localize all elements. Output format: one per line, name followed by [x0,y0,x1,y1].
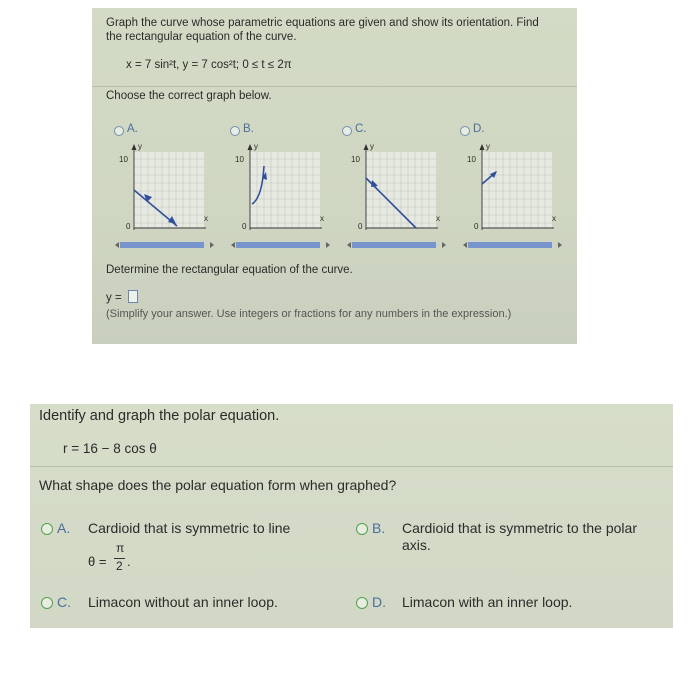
polar-equation: r = 16 − 8 cos θ [63,441,157,456]
option-c-key: C. [57,594,71,610]
option-a-key: A. [57,520,71,536]
polar-problem-panel [30,404,673,628]
option-c-label: C. [355,123,367,135]
option-a-radio[interactable] [114,126,124,136]
option-b-radio[interactable] [356,523,368,535]
option-b-radio[interactable] [230,126,240,136]
theta-denominator: 2 [116,559,123,573]
divider [30,466,673,467]
instruction-line-2: the rectangular equation of the curve. [106,31,297,43]
option-d-label: D. [473,123,485,135]
option-d-text: Limacon with an inner loop. [402,594,573,610]
theta-lhs: θ = [88,554,107,569]
rectangular-prompt: Determine the rectangular equation of the curve. [106,264,353,276]
option-d-x-label: x [552,214,556,223]
option-b-text-line2: axis. [402,537,431,553]
option-a-origin: 0 [126,222,131,231]
option-b-y-tick: 10 [235,155,244,164]
option-a-label: A. [127,123,138,135]
option-c-x-label: x [436,214,440,223]
option-c-origin: 0 [358,222,363,231]
option-d-origin: 0 [474,222,479,231]
answer-input[interactable] [128,290,138,303]
option-a-text: Cardioid that is symmetric to line [88,520,291,536]
option-d-y-label: y [486,142,490,151]
shape-question: What shape does the polar equation form when graphed? [39,477,397,493]
option-a-y-label: y [138,142,142,151]
option-b-y-label: y [254,142,258,151]
instruction-line-1: Graph the curve whose parametric equations are given and show its orientation. Find [106,17,539,29]
choose-prompt: Choose the correct graph below. [106,90,272,102]
option-b-key: B. [372,520,386,536]
polar-title: Identify and graph the polar equation. [39,408,280,424]
hint-text: (Simplify your answer. Use integers or fractions for any numbers in the expression.) [106,308,512,320]
option-d-key: D. [372,594,386,610]
option-b-label: B. [243,123,254,135]
parametric-problem-panel [92,8,577,344]
option-c-y-label: y [370,142,374,151]
option-c-radio[interactable] [41,597,53,609]
option-a-y-tick: 10 [119,155,128,164]
divider [92,86,577,87]
option-d-y-tick: 10 [467,155,476,164]
option-b-text-line1: Cardioid that is symmetric to the polar [402,520,637,536]
option-b-origin: 0 [242,222,247,231]
answer-prefix: y = [106,292,122,304]
parametric-equation: x = 7 sin²t, y = 7 cos²t; 0 ≤ t ≤ 2π [126,59,292,71]
theta-numerator: π [116,541,125,555]
option-c-radio[interactable] [342,126,352,136]
option-d-radio[interactable] [356,597,368,609]
option-a-x-label: x [204,214,208,223]
option-b-x-label: x [320,214,324,223]
option-c-y-tick: 10 [351,155,360,164]
option-a-radio[interactable] [41,523,53,535]
theta-period: . [127,554,131,569]
option-c-text: Limacon without an inner loop. [88,594,278,610]
option-d-radio[interactable] [460,126,470,136]
